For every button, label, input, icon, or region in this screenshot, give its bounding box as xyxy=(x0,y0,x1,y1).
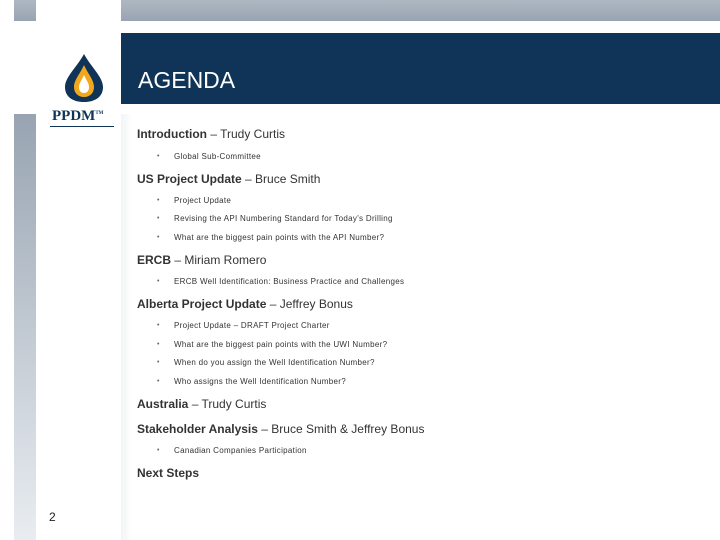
bullet-marker: • xyxy=(157,322,160,329)
bullet-marker: • xyxy=(157,215,160,222)
logo-underline xyxy=(50,126,114,127)
bullet-marker: • xyxy=(157,378,160,385)
agenda-section-australia: Australia – Trudy Curtis xyxy=(137,397,267,411)
bullet-marker: • xyxy=(157,278,160,285)
agenda-section-alberta-project-update: Alberta Project Update – Jeffrey Bonus xyxy=(137,297,353,311)
bullet-marker: • xyxy=(157,234,160,241)
agenda-bullet: What are the biggest pain points with the UWI Number? xyxy=(174,340,388,349)
bullet-marker: • xyxy=(157,359,160,366)
bullet-marker: • xyxy=(157,341,160,348)
agenda-bullet: Who assigns the Well Identification Number? xyxy=(174,377,346,386)
agenda-bullet: Revising the API Numbering Standard for Today's Drilling xyxy=(174,214,393,223)
agenda-section-stakeholder-analysis: Stakeholder Analysis – Bruce Smith & Jeffrey Bonus xyxy=(137,422,425,436)
bullet-marker: • xyxy=(157,197,160,204)
bullet-marker: • xyxy=(157,447,160,454)
agenda-bullet: ERCB Well Identification: Business Practice and Challenges xyxy=(174,277,405,286)
agenda-bullet: Global Sub-Committee xyxy=(174,152,261,161)
top-decor-bar-right xyxy=(121,0,720,21)
bullet-marker: • xyxy=(157,153,160,160)
agenda-bullet: Project Update xyxy=(174,196,232,205)
content-shadow xyxy=(121,114,132,540)
logo-text: PPDM™ xyxy=(52,108,104,124)
page-number: 2 xyxy=(49,510,56,524)
agenda-bullet: When do you assign the Well Identification Number? xyxy=(174,358,375,367)
left-decor-bar xyxy=(14,114,36,540)
agenda-bullet: What are the biggest pain points with the API Number? xyxy=(174,233,385,242)
agenda-section-ercb: ERCB – Miriam Romero xyxy=(137,253,267,267)
top-decor-bar-left xyxy=(14,0,36,21)
flame-drop-icon xyxy=(63,53,105,103)
logo xyxy=(0,22,121,124)
slide-title: AGENDA xyxy=(138,67,236,93)
agenda-section-introduction: Introduction – Trudy Curtis xyxy=(137,127,286,141)
agenda-section-us-project-update: US Project Update – Bruce Smith xyxy=(137,172,321,186)
agenda-bullet: Project Update – DRAFT Project Charter xyxy=(174,321,330,330)
agenda-section-next-steps: Next Steps xyxy=(137,466,200,480)
agenda-bullet: Canadian Companies Participation xyxy=(174,446,307,455)
